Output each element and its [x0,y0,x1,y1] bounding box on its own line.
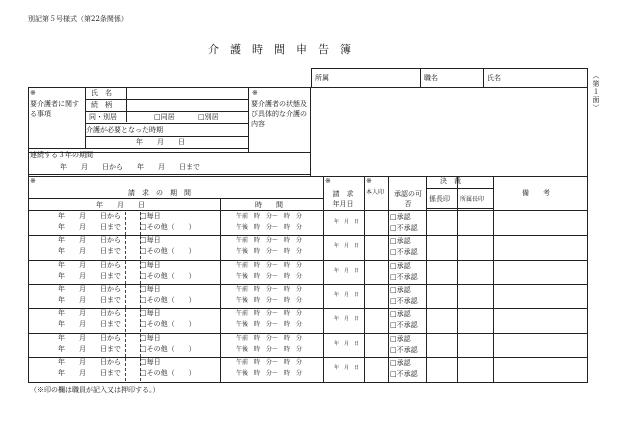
grid-line [28,148,249,149]
grid-line [85,123,249,124]
row-to-date: 年 月 日まで [58,223,121,231]
name-label: 氏名 [487,74,501,82]
ymd-header: 年 月 日 [96,201,145,209]
row-to-date: 年 月 日まで [58,369,121,377]
row-from-date: 年 月 日から [58,236,121,244]
side-page-label: （第１面） [592,72,600,112]
grid-line [85,99,249,100]
row-other-checkbox[interactable]: □その他（ ） [140,272,196,280]
row-to-date: 年 月 日まで [58,296,121,304]
mark-left-block: ※ [30,89,36,97]
row-other-checkbox[interactable]: □その他（ ） [140,247,196,255]
page-title: 介 護 時 間 申 告 簿 [208,43,351,56]
row-daily-checkbox[interactable]: □毎日 [140,285,161,293]
row-daily-checkbox[interactable]: □毎日 [140,261,161,269]
period-label: 連続する３年の期間 [30,151,93,159]
row-other-checkbox[interactable]: □その他（ ） [140,296,196,304]
name-field-label: 氏 名 [91,89,112,97]
self-seal-header: 本人印 [366,189,385,196]
row-from-date: 年 月 日から [58,334,121,342]
row-daily-checkbox[interactable]: □毎日 [140,212,161,220]
same-residence-checkbox[interactable]: □同居 [154,113,175,121]
row-daily-checkbox[interactable]: □毎日 [140,236,161,244]
grid-line [28,382,588,383]
row-am-time: 午前 時 分〜 時 分 [236,262,303,269]
row-other-checkbox[interactable]: □その他（ ） [140,369,196,377]
row-pm-time: 午後 時 分〜 時 分 [236,346,303,353]
footnote: （※印の欄は職員が記入又は押印する。） [30,386,160,394]
row-disapprove-checkbox[interactable]: □不承認 [390,346,418,354]
grid-line [220,198,221,383]
care-target-label: 要介護者に関する事項 [30,100,79,118]
row-from-date: 年 月 日から [58,261,121,269]
time-header: 時 間 [255,201,283,209]
row-disapprove-checkbox[interactable]: □不承認 [390,321,418,329]
remarks-header: 備 考 [522,189,550,197]
row-to-date: 年 月 日まで [58,247,121,255]
grid-dash [125,285,126,308]
row-pm-time: 午後 時 分〜 時 分 [236,224,303,231]
period-value: 年 月 日から 年 月 日まで [60,163,200,171]
position-label: 職名 [424,74,438,82]
row-from-date: 年 月 日から [58,358,121,366]
grid-line [28,176,588,177]
grid-line [28,210,588,211]
row-request-date: 年 月 日 [334,268,360,274]
row-pm-time: 午後 時 分〜 時 分 [236,370,303,377]
grid-line [587,176,588,383]
row-from-date: 年 月 日から [58,285,121,293]
grid-dash [125,358,126,381]
grid-line [323,176,324,383]
row-daily-checkbox[interactable]: □毎日 [140,309,161,317]
row-request-date: 年 月 日 [334,316,360,322]
row-request-date: 年 月 日 [334,341,360,347]
grid-dash [125,236,126,259]
grid-line [28,198,324,199]
row-other-checkbox[interactable]: □その他（ ） [140,320,196,328]
row-approve-checkbox[interactable]: □承認 [390,310,411,318]
affiliation-label: 所属 [315,74,329,82]
grid-line [310,87,311,177]
grid-dash [125,261,126,284]
row-approve-checkbox[interactable]: □承認 [390,359,411,367]
grid-line [85,136,249,137]
row-am-time: 午前 時 分〜 時 分 [236,335,303,342]
row-request-date: 年 月 日 [334,219,360,225]
grid-line [248,87,249,153]
dept-chief-seal-header: 所属長印 [460,196,485,203]
care-start-label: 介護が必要となった時期 [86,126,163,134]
row-request-date: 年 月 日 [334,292,360,298]
grid-dash [125,309,126,332]
decision-header: 決 裁 [440,177,461,185]
care-start-date: 年 月 日 [136,138,185,146]
row-daily-checkbox[interactable]: □毎日 [140,358,161,366]
mark-table-left: ※ [30,177,36,185]
row-approve-checkbox[interactable]: □承認 [390,213,411,221]
row-disapprove-checkbox[interactable]: □不承認 [390,273,418,281]
row-disapprove-checkbox[interactable]: □不承認 [390,297,418,305]
grid-line [426,188,494,189]
grid-line [426,208,494,209]
row-approve-checkbox[interactable]: □承認 [390,335,411,343]
request-period-header: 請 求 の 期 間 [128,189,191,197]
care-state-label: 要介護者の状態及び具体的な介護の内容 [251,100,307,128]
row-to-date: 年 月 日まで [58,272,121,280]
row-other-checkbox[interactable]: □その他（ ） [140,223,196,231]
row-pm-time: 午後 時 分〜 時 分 [236,297,303,304]
row-disapprove-checkbox[interactable]: □不承認 [390,370,418,378]
row-from-date: 年 月 日から [58,309,121,317]
row-am-time: 午前 時 分〜 時 分 [236,286,303,293]
grid-line [85,87,86,149]
approval-header: 承認の可否 [394,190,422,208]
grid-line [28,174,311,175]
mark-request: ※ [325,177,331,185]
chief-seal-header: 係長印 [429,195,450,203]
relation-label: 続 柄 [91,101,112,109]
request-date-header: 請 求 年月日 [332,190,361,208]
grid-line [420,68,421,88]
row-approve-checkbox[interactable]: □承認 [390,286,411,294]
row-am-time: 午前 時 分〜 時 分 [236,237,303,244]
row-to-date: 年 月 日まで [58,320,121,328]
mark-self: ※ [366,177,372,185]
row-am-time: 午前 時 分〜 時 分 [236,310,303,317]
row-other-checkbox[interactable]: □その他（ ） [140,345,196,353]
grid-line [85,111,249,112]
row-request-date: 年 月 日 [334,365,360,371]
row-am-time: 午前 時 分〜 時 分 [236,359,303,366]
row-pm-time: 午後 時 分〜 時 分 [236,273,303,280]
grid-line [388,176,389,383]
cohab-label: 同・別居 [89,113,117,121]
row-daily-checkbox[interactable]: □毎日 [140,334,161,342]
separate-residence-checkbox[interactable]: □別居 [198,113,219,121]
row-approve-checkbox[interactable]: □承認 [390,262,411,270]
row-from-date: 年 月 日から [58,212,121,220]
row-approve-checkbox[interactable]: □承認 [390,237,411,245]
row-request-date: 年 月 日 [334,243,360,249]
row-disapprove-checkbox[interactable]: □不承認 [390,248,418,256]
row-disapprove-checkbox[interactable]: □不承認 [390,224,418,232]
grid-line [311,68,588,69]
row-pm-time: 午後 時 分〜 時 分 [236,248,303,255]
mark-state-block: ※ [252,89,258,97]
grid-line [28,87,588,88]
grid-line [587,68,588,177]
grid-line [483,68,484,88]
grid-dash [125,212,126,235]
grid-line [311,68,312,88]
row-pm-time: 午後 時 分〜 時 分 [236,321,303,328]
row-to-date: 年 月 日まで [58,345,121,353]
row-am-time: 午前 時 分〜 時 分 [236,213,303,220]
form-id: 別記第５号様式（第22条関係） [28,15,128,23]
grid-line [364,176,365,383]
grid-line [126,87,127,122]
grid-dash [125,334,126,357]
